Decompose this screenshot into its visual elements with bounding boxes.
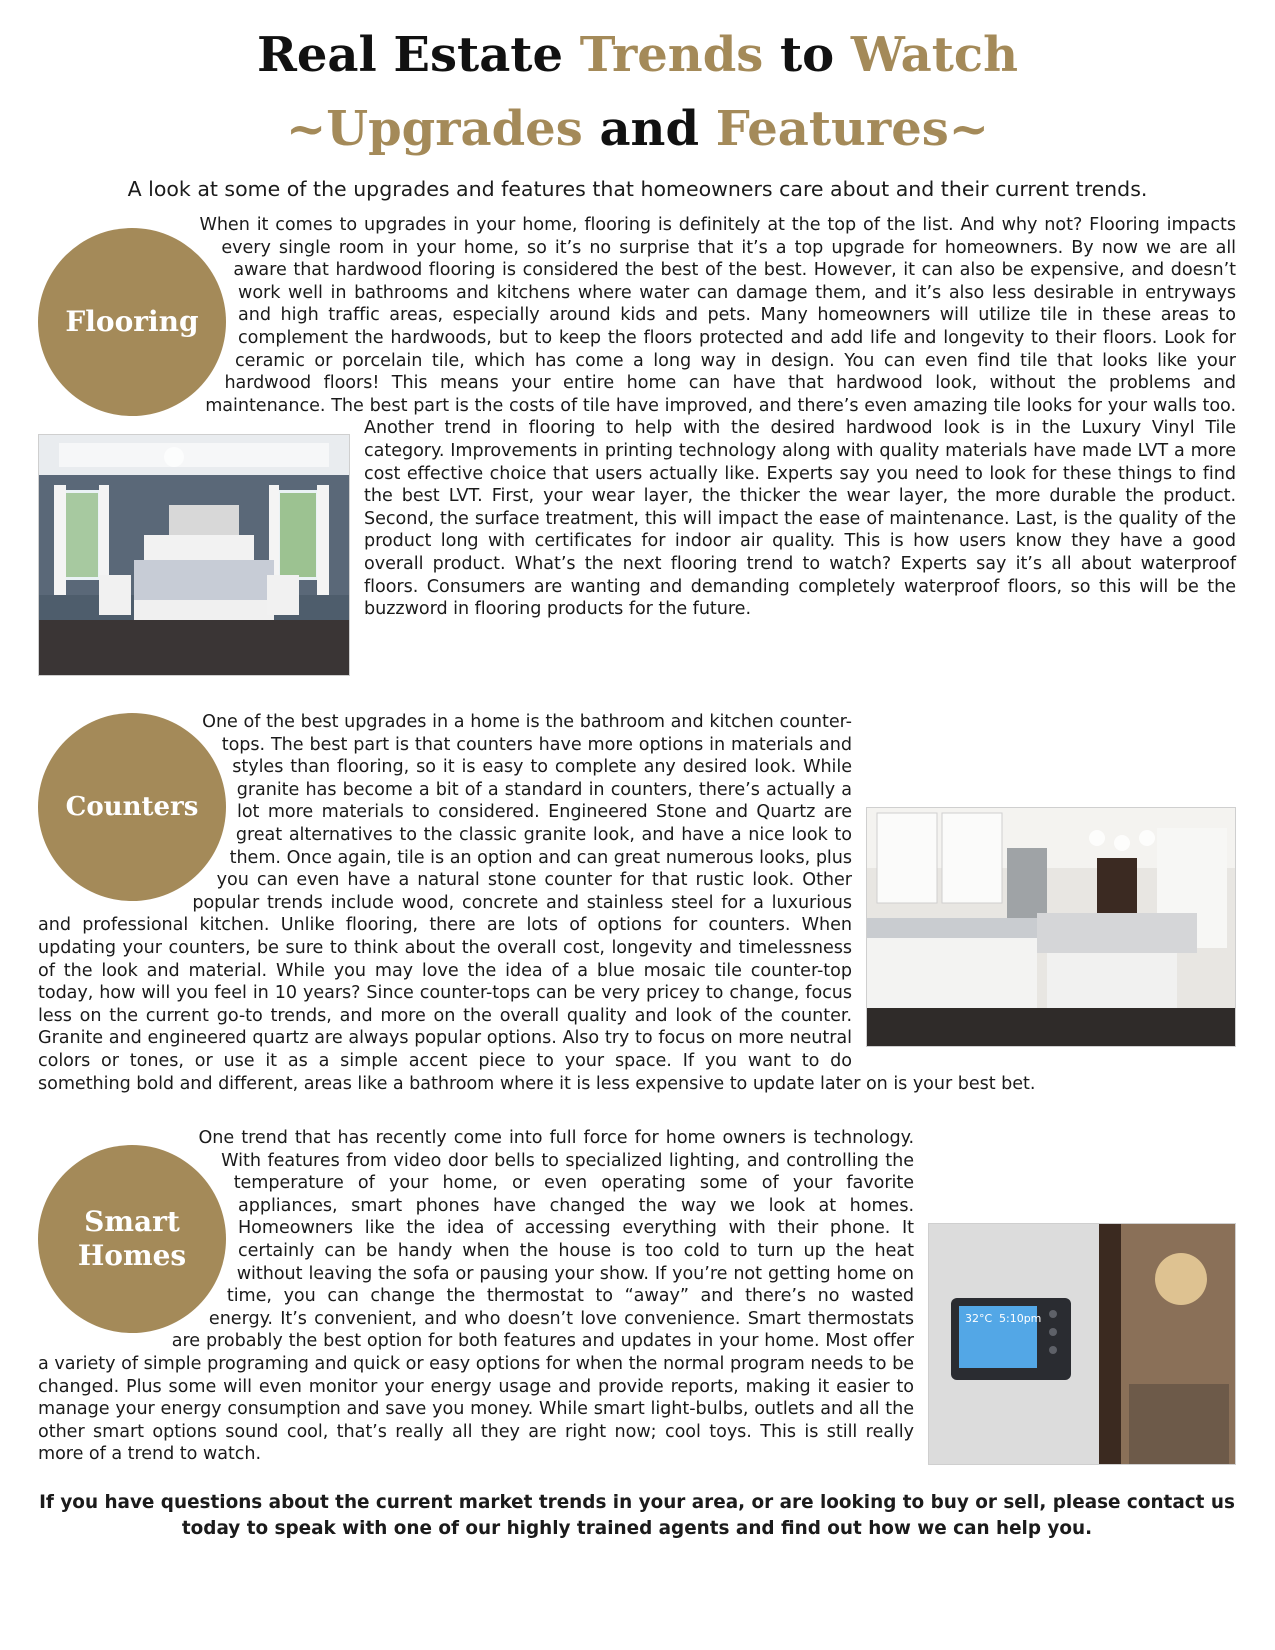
thermostat-photo xyxy=(928,1223,1236,1465)
page-subtitle: A look at some of the upgrades and features that homeowners care about and their current trends. xyxy=(127,177,1148,201)
flooring-badge-label: Flooring xyxy=(65,305,199,338)
smart-homes-section xyxy=(38,1127,1236,1469)
kitchen-illustration xyxy=(867,808,1235,1046)
kitchen-photo xyxy=(866,807,1236,1047)
counters-badge xyxy=(38,713,226,901)
smart-homes-badge-line-1: Smart xyxy=(84,1205,180,1238)
smart-homes-badge-line-2: Homes xyxy=(77,1239,187,1272)
thermostat-temp-unit: °C xyxy=(979,1312,993,1325)
thermostat-illustration xyxy=(929,1224,1235,1464)
smart-homes-badge xyxy=(38,1145,226,1333)
page-title-line-2 xyxy=(0,98,1275,160)
svg-text:32°C xyxy=(965,1312,993,1325)
counters-badge-label: Counters xyxy=(65,792,199,822)
counters-text: One of the best upgrades in a home is the bathroom and kitchen counter-tops. The best part is that counters have more options in materials and styles than flooring, so it is easy to complete any desired look. While granite has become a bit of a standard in counters, there’s actually a lot more materials to considered. Engineered Stone and Quartz are great alternatives to the classic granite look, and have a nice look to them. Once again, tile is an option and can great numerous looks, plus you can even have a natural stone counter for that rustic look. Other popular trends include wood, concrete and stainless steel for a luxurious and professional kitchen. Unlike flooring, there are lots of options for counters. When updating your counters, be sure to think about the overall cost, longevity and timelessness of the look and material. While you may love the idea of a blue mosaic tile counter-top today, how will you feel in 10 years? Since counter-tops can be very pricey to change, focus less on the current go-to trends, and more on the overall quality and look of the counter. Granite and engineered quartz are always popular options. Also try to focus on more neutral colors or tones, or use it as a simple accent piece to your space. If you want to do something bold and different, areas like a bathroom where it is less expensive to update later on is your best bet. xyxy=(38,712,1036,1094)
thermostat-temp: 32 xyxy=(965,1312,979,1325)
title-word: to xyxy=(780,27,835,83)
title-word: Trends xyxy=(579,27,764,83)
bedroom-photo xyxy=(38,434,350,676)
page-title-line-1 xyxy=(0,24,1275,86)
title-word: and xyxy=(599,101,700,157)
title-word: Features~ xyxy=(715,101,989,157)
title-word: Watch xyxy=(850,27,1019,83)
thermostat-time: 5:10 xyxy=(999,1312,1024,1325)
title-word: Real Estate xyxy=(256,27,564,83)
title-word: ~Upgrades xyxy=(286,101,583,157)
smart-homes-text: One trend that has recently come into full force for home owners is technology. With features from video door bells to specialized lighting, and controlling the temperature of your home, or even operating some of your favorite appliances, smart phones have changed the way we look at homes. Homeowners like the idea of accessing everything with their phone. It certainly can be handy when the house is too cold to turn up the heat without leaving the sofa or pausing your show. If you’re not getting home on time, you can change the thermostat to “away” and there’s no wasted energy. It’s convenient, and who doesn’t love convenience. Smart thermostats are probably the best option for both features and updates in your home. Most offer a variety of simple programing and quick or easy options for when the normal program needs to be changed. Plus some will even monitor your energy usage and provide reports, making it easier to manage your energy consumption and save you money. While smart light-bulbs, outlets and all the other smart options sound cool, that’s really all they are right now; cool toys. This is still really more of a trend to watch. xyxy=(38,1128,914,1465)
flooring-badge xyxy=(38,228,226,416)
contact-footer: If you have questions about the current market trends in your area, or are looking to buy or sell, please contact us today to speak with one of our highly trained agents and find out how we can help you. xyxy=(39,1492,1235,1539)
flooring-text: When it comes to upgrades in your home, flooring is definitely at the top of the list. And why not? Flooring impacts every single room in your home, so it’s no surprise that it’s a top upgrade for homeowners. By now we are all aware that hardwood flooring is considered the best of the best. However, it can also be expensive, and doesn’t work well in bathrooms and kitchens where water can damage them, and it’s also less desirable in entryways and high traffic areas, especially around kids and pets. Many homeowners will utilize tile in these areas to complement the hardwoods, but to keep the floors protected and add life and longevity to their floors. Look for ceramic or porcelain tile, which has come a long way in design. You can even find tile that looks like your hardwood floors! This means your entire home can have that hardwood look, without the problems and maintenance. The best part is the costs of tile have improved, and there’s even amazing tile looks for your walls too. Another trend in flooring to help with the desired hardwood look is in the Luxury Vinyl Tile category. Improvements in printing technology along with quality materials have made LVT a more cost effective choice that users actually like. Experts say you need to look for these things to find the best LVT. First, your wear layer, the thicker the wear layer, the more durable the product. Second, the surface treatment, this will impact the ease of maintenance. Last, is the quality of the product long with certificates for indoor air quality. This is how users know they have a good overall product. What’s the next flooring trend to watch? Experts say it’s all about waterproof floors. Consumers are wanting and demanding completely waterproof floors, so this will be the buzzword in flooring products for the future. xyxy=(199,215,1236,620)
bedroom-illustration xyxy=(39,435,349,675)
flooring-section xyxy=(38,214,1236,680)
svg-text:5:10pm xyxy=(999,1312,1041,1325)
thermostat-time-unit: pm xyxy=(1023,1312,1042,1325)
counters-section xyxy=(38,711,1236,1095)
